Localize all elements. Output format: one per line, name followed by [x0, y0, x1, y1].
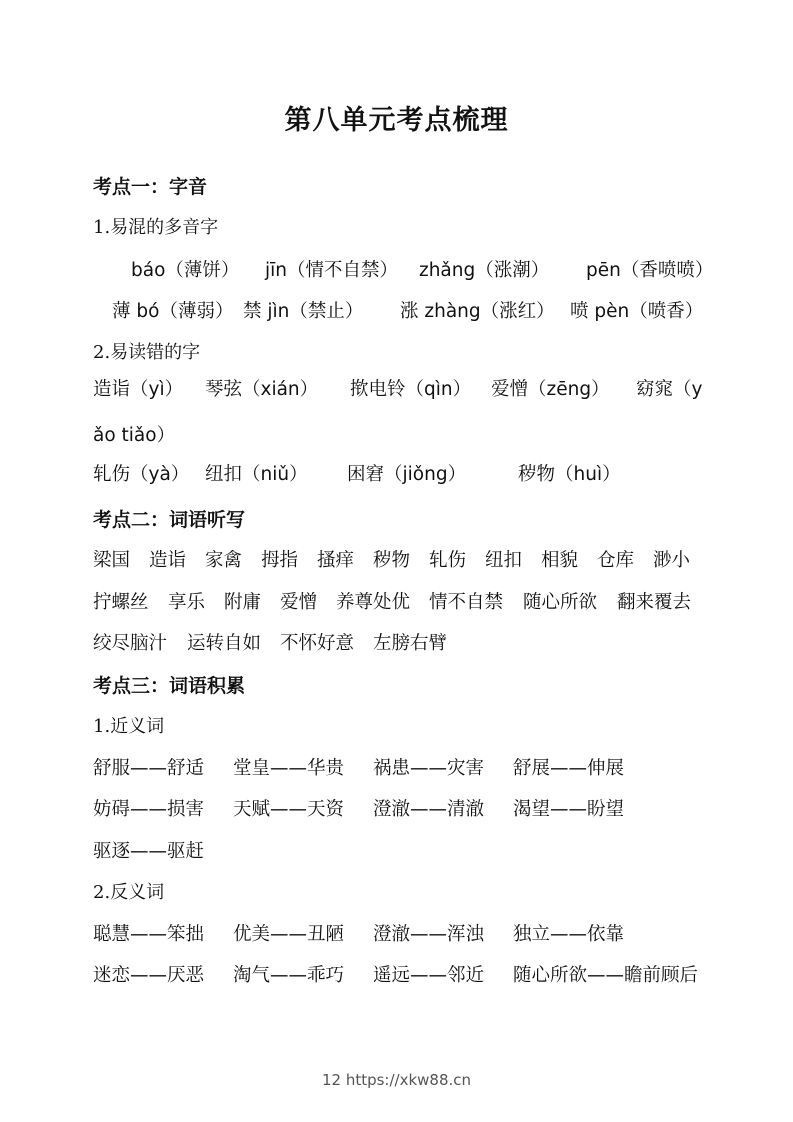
word-item: 秽物	[373, 550, 411, 571]
antonym-pair: 独立——依靠	[513, 924, 625, 945]
misread-item: 窈窕（y	[636, 379, 703, 400]
word-item: 仓库	[597, 550, 635, 571]
word-item: 附庸	[224, 592, 262, 613]
synonym-pair: 天赋——天资	[233, 799, 345, 820]
polyphone-item: pēn（香喷喷）	[586, 260, 714, 281]
polyphone-item: 禁 jìn（禁止）	[243, 301, 364, 322]
polyphone-item: 涨 zhàng（涨红）	[400, 301, 555, 322]
misread-item: 困窘（jiǒng）	[347, 464, 467, 485]
word-item: 造诣	[149, 550, 187, 571]
synonym-pair: 舒展——伸展	[513, 758, 625, 779]
word-item: 纽扣	[485, 550, 523, 571]
word-item: 左膀右臂	[373, 633, 448, 654]
section1-sub1	[93, 213, 218, 239]
section1-sub2	[93, 338, 200, 364]
antonym-pair: 随心所欲——瞻前顾后	[513, 965, 699, 986]
synonym-pair: 祸患——灾害	[373, 758, 485, 779]
polyphone-item: jīn（情不自禁）	[265, 260, 399, 281]
synonym-pair: 堂皇——华贵	[233, 758, 345, 779]
misread-item: 纽扣（niǔ）	[205, 464, 308, 485]
polyphone-item: báo（薄饼）	[131, 260, 240, 281]
misread-item: 琴弦（xián）	[205, 379, 319, 400]
word-item: 相貌	[541, 550, 579, 571]
word-item: 梁国	[93, 550, 131, 571]
word-item: 养尊处优	[336, 592, 411, 613]
sub2-label: 反义词	[110, 882, 165, 903]
polyphone-item: 薄 bó（薄弱）	[112, 301, 234, 322]
sub2-label: 易读错的字	[110, 342, 201, 363]
page-footer: 12 https://xkw88.cn	[321, 1071, 472, 1089]
section2-heading: 考点二：词语听写	[93, 509, 246, 531]
antonym-pair: 聪慧——笨拙	[93, 924, 205, 945]
sub2-number: 2.	[93, 882, 111, 903]
word-item: 爱憎	[280, 592, 318, 613]
word-item: 运转自如	[187, 633, 262, 654]
section3-sub1	[93, 712, 164, 738]
synonym-row-3	[93, 837, 204, 863]
polyphone-item: 喷 pèn（喷香）	[570, 301, 704, 322]
sub2-number: 2.	[93, 342, 111, 363]
word-item: 渺小	[653, 550, 691, 571]
section3-heading: 考点三：词语积累	[93, 675, 246, 697]
synonym-pair: 澄澈——清澈	[373, 799, 485, 820]
antonym-pair: 淘气——乖巧	[233, 965, 345, 986]
sub1-number: 1.	[93, 217, 111, 238]
sub1-label: 近义词	[110, 716, 165, 737]
misread-item: 秽物（huì）	[518, 464, 621, 485]
misread-row-1-continued: ǎo tiǎo）	[93, 425, 176, 446]
word-item: 不怀好意	[280, 633, 355, 654]
word-item: 情不自禁	[429, 592, 504, 613]
synonym-pair: 渴望——盼望	[513, 799, 625, 820]
word-item: 拇指	[261, 550, 299, 571]
antonym-pair: 遥远——邻近	[373, 965, 485, 986]
synonym-pair: 妨碍——损害	[93, 799, 205, 820]
antonym-pair: 优美——丑陋	[233, 924, 345, 945]
misread-item: 揿电铃（qìn）	[350, 379, 472, 400]
word-item: 绞尽脑汁	[93, 633, 168, 654]
section3-sub2	[93, 878, 164, 904]
word-item: 家禽	[205, 550, 243, 571]
word-item: 拧螺丝	[93, 592, 149, 613]
section1-heading: 考点一：字音	[93, 176, 208, 198]
synonym-pair: 驱逐——驱赶	[93, 841, 205, 862]
sub1-label: 易混的多音字	[110, 217, 219, 238]
synonym-pair: 舒服——舒适	[93, 758, 205, 779]
sub1-number: 1.	[93, 716, 111, 737]
antonym-pair: 迷恋——厌恶	[93, 965, 205, 986]
page-title: 第八单元考点梳理	[284, 105, 509, 136]
misread-item: 轧伤（yà）	[93, 464, 190, 485]
word-item: 翻来覆去	[617, 592, 692, 613]
misread-item: 爱憎（zēng）	[491, 379, 610, 400]
word-item: 搔痒	[317, 550, 355, 571]
word-item: 随心所欲	[523, 592, 598, 613]
word-item: 享乐	[168, 592, 206, 613]
polyphone-item: zhǎng（涨潮）	[419, 260, 550, 281]
antonym-pair: 澄澈——浑浊	[373, 924, 485, 945]
word-item: 轧伤	[429, 550, 467, 571]
misread-item: 造诣（yì）	[93, 379, 184, 400]
